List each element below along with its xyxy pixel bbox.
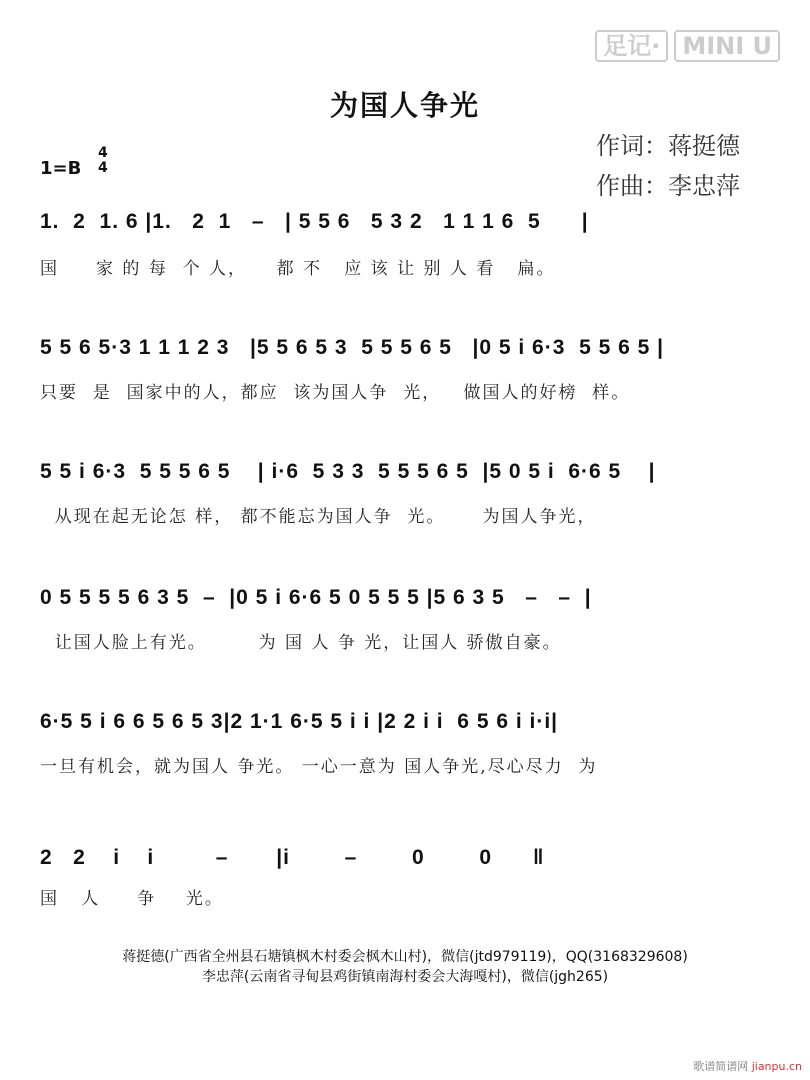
lyrics-row: 从现在起无论怎 样， 都不能忘为国人争 光。 为国人争光，	[40, 507, 597, 527]
song-title: 为国人争光	[329, 89, 480, 122]
composer: 作曲：李忠萍	[596, 172, 740, 200]
lyrics-row: 国 家 的 每 个 人， 都 不 应 该 让 别 人 看 扁。	[40, 259, 556, 279]
lyrics-row: 国 人 争 光。	[40, 889, 224, 909]
watermark-brand: 足记·	[595, 30, 668, 62]
time-top: 4	[98, 145, 108, 161]
notation-row: 0 5 5 5 5 6 3 5 – |0 5 i 6·6 5 0 5 5 5 |5 6 3 5 – – |	[40, 586, 592, 609]
notation-row: 5 5 6 5·3 1 1 1 2 3 |5 5 6 5 3 5 5 5 6 5 |0 5 i 6·3 5 5 6 5 |	[40, 336, 665, 359]
lyrics-row: 让国人脸上有光。 为 国 人 争 光，让国人 骄傲自豪。	[40, 633, 562, 653]
notation-row: 5 5 i 6·3 5 5 5 6 5 | i·6 5 3 3 5 5 5 6 5 |5 0 5 i 6·6 5 |	[40, 460, 656, 483]
notation-row: 2 2 i i – |i – 0 0 ‖	[40, 846, 545, 869]
site-watermark	[693, 1058, 802, 1074]
notation-row: 6·5 5 i 6 6 5 6 5 3|2 1·1 6·5 5 i i |2 2 i i 6 5 6 i i·i|	[40, 710, 559, 733]
watermark-badge: MINI U	[674, 30, 780, 62]
footer-line-composer: 李忠萍(云南省寻甸县鸡街镇南海村委会大海嘎村)，微信(jgh265)	[201, 969, 609, 985]
lyrics-row: 只要 是 国家中的人，都应 该为国人争 光， 做国人的好榜 样。	[40, 383, 631, 403]
lyricist: 作词：蒋挺德	[596, 132, 740, 160]
notation-row: 1. 2 1. 6 |1. 2 1 – | 5 5 6 5 3 2 1 1 1 6 5 |	[40, 210, 589, 233]
time-signature	[98, 146, 108, 176]
site-name: 歌谱简谱网	[693, 1060, 749, 1073]
footer-line-lyricist: 蒋挺德(广西省全州县石塘镇枫木村委会枫木山村)，微信(jtd979119)，QQ(3168329608)	[122, 949, 688, 965]
lyrics-row: 一旦有机会，就为国人 争光。 一心一意为 国人争光,尽心尽力 为	[40, 757, 598, 777]
watermark-logo	[589, 26, 780, 62]
time-bottom: 4	[98, 160, 108, 176]
site-url: jianpu.cn	[751, 1060, 802, 1073]
key-signature: 1=B	[40, 158, 82, 179]
